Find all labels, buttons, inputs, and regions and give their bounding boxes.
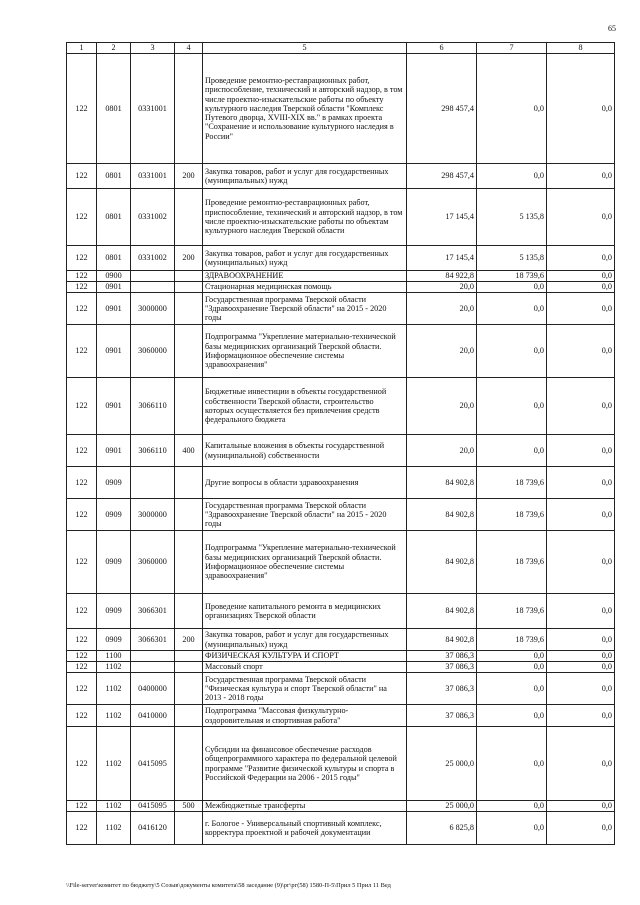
cell-target-item-code: 0331002	[131, 246, 175, 271]
table-row	[67, 282, 615, 293]
cell-description: Закупка товаров, работ и услуг для государственных (муниципальных) нужд	[203, 164, 407, 189]
cell-amount-col8: 0,0	[547, 801, 615, 812]
cell-amount-col8: 0,0	[547, 282, 615, 293]
cell-description: Проведение ремонтно-реставрационных работ, приспособление, технический и авторский надзор, в том числе проектно-изыскательские работы по объектам культурного наследия Тверской области	[203, 189, 407, 246]
cell-ministry-code: 122	[67, 282, 97, 293]
cell-expense-type-code	[175, 651, 203, 662]
cell-ministry-code: 122	[67, 651, 97, 662]
cell-target-item-code: 0331001	[131, 164, 175, 189]
cell-expense-type-code: 200	[175, 164, 203, 189]
cell-amount-col6: 84 902,8	[407, 467, 477, 499]
table-row	[67, 812, 615, 845]
cell-amount-col7: 0,0	[477, 164, 547, 189]
cell-amount-col8: 0,0	[547, 594, 615, 629]
table-row	[67, 629, 615, 651]
cell-expense-type-code	[175, 467, 203, 499]
cell-amount-col7: 0,0	[477, 378, 547, 435]
cell-description: Субсидии на финансовое обеспечение расходов общепрограммного характера по федеральной целевой программе "Развитие физической культуры и спорта в Российской Федерации на 2006 - 2015 годы"	[203, 727, 407, 801]
cell-expense-type-code	[175, 531, 203, 594]
cell-amount-col8: 0,0	[547, 662, 615, 673]
cell-amount-col7: 18 739,6	[477, 629, 547, 651]
cell-amount-col6: 84 922,8	[407, 271, 477, 282]
cell-expense-type-code	[175, 705, 203, 727]
cell-expense-type-code	[175, 594, 203, 629]
cell-section-code: 0909	[97, 531, 131, 594]
cell-amount-col8: 0,0	[547, 727, 615, 801]
cell-target-item-code	[131, 282, 175, 293]
cell-amount-col8: 0,0	[547, 54, 615, 164]
cell-amount-col6: 37 086,3	[407, 662, 477, 673]
cell-expense-type-code	[175, 282, 203, 293]
cell-expense-type-code	[175, 812, 203, 845]
cell-target-item-code: 3066110	[131, 435, 175, 467]
cell-amount-col8: 0,0	[547, 164, 615, 189]
table-row	[67, 673, 615, 705]
cell-amount-col8: 0,0	[547, 812, 615, 845]
cell-expense-type-code	[175, 727, 203, 801]
cell-description: Подпрограмма "Укрепление материально-технической базы медицинских организаций Тверской области. Информационное обеспечение системы здравоохранения"	[203, 531, 407, 594]
cell-description: Государственная программа Тверской области "Здравоохранение Тверской области" на 2015 - 2020 годы	[203, 293, 407, 325]
header-cell: 5	[203, 43, 407, 54]
cell-description: Государственная программа Тверской области "Физическая культура и спорт Тверской области" на 2013 - 2018 годы	[203, 673, 407, 705]
cell-expense-type-code: 200	[175, 629, 203, 651]
cell-ministry-code: 122	[67, 293, 97, 325]
cell-section-code: 1102	[97, 812, 131, 845]
cell-description: ФИЗИЧЕСКАЯ КУЛЬТУРА И СПОРТ	[203, 651, 407, 662]
cell-section-code: 0901	[97, 378, 131, 435]
cell-amount-col6: 84 902,8	[407, 629, 477, 651]
cell-target-item-code	[131, 467, 175, 499]
cell-amount-col7: 0,0	[477, 282, 547, 293]
cell-target-item-code: 0415095	[131, 801, 175, 812]
header-cell: 6	[407, 43, 477, 54]
cell-target-item-code: 3000000	[131, 499, 175, 531]
cell-description: г. Бологое - Универсальный спортивный комплекс, корректура проектной и рабочей документации	[203, 812, 407, 845]
cell-amount-col7: 0,0	[477, 812, 547, 845]
table-row	[67, 189, 615, 246]
cell-amount-col8: 0,0	[547, 246, 615, 271]
cell-amount-col6: 17 145,4	[407, 246, 477, 271]
cell-target-item-code: 0416120	[131, 812, 175, 845]
cell-target-item-code	[131, 651, 175, 662]
cell-description: Капитальные вложения в объекты государственной (муниципальной) собственности	[203, 435, 407, 467]
cell-amount-col7: 0,0	[477, 651, 547, 662]
table-row	[67, 531, 615, 594]
cell-ministry-code: 122	[67, 531, 97, 594]
cell-description: Массовый спорт	[203, 662, 407, 673]
cell-amount-col8: 0,0	[547, 189, 615, 246]
table-row	[67, 705, 615, 727]
cell-description: Бюджетные инвестиции в объекты государственной собственности Тверской области, строительство которых осуществляется без привлечения средств федерального бюджета	[203, 378, 407, 435]
cell-amount-col6: 84 902,8	[407, 531, 477, 594]
table-row	[67, 246, 615, 271]
cell-amount-col8: 0,0	[547, 629, 615, 651]
cell-amount-col8: 0,0	[547, 435, 615, 467]
cell-section-code: 0901	[97, 325, 131, 378]
cell-ministry-code: 122	[67, 499, 97, 531]
cell-amount-col7: 18 739,6	[477, 531, 547, 594]
table-row	[67, 594, 615, 629]
cell-target-item-code: 3066301	[131, 629, 175, 651]
cell-ministry-code: 122	[67, 673, 97, 705]
cell-target-item-code: 0415095	[131, 727, 175, 801]
page-number: 65	[608, 24, 616, 33]
cell-amount-col7: 18 739,6	[477, 594, 547, 629]
cell-amount-col7: 0,0	[477, 727, 547, 801]
cell-amount-col6: 17 145,4	[407, 189, 477, 246]
cell-amount-col6: 20,0	[407, 435, 477, 467]
cell-expense-type-code	[175, 673, 203, 705]
cell-ministry-code: 122	[67, 164, 97, 189]
table-row	[67, 164, 615, 189]
cell-section-code: 0801	[97, 164, 131, 189]
file-path-footer: \\File-server\комитет по бюджету\5 Созыв\документы комитета\58 заседание (9)\рг\рг(58) 1580-П-5\Прил 5 Прил 11 Вед	[66, 882, 391, 889]
table-row	[67, 499, 615, 531]
table-row	[67, 271, 615, 282]
cell-target-item-code: 3000000	[131, 293, 175, 325]
cell-amount-col8: 0,0	[547, 271, 615, 282]
cell-description: Проведение капитального ремонта в медицинских организациях Тверской области	[203, 594, 407, 629]
cell-amount-col6: 298 457,4	[407, 54, 477, 164]
cell-section-code: 1102	[97, 673, 131, 705]
cell-description: ЗДРАВООХРАНЕНИЕ	[203, 271, 407, 282]
cell-amount-col7: 0,0	[477, 705, 547, 727]
cell-amount-col8: 0,0	[547, 531, 615, 594]
cell-description: Межбюджетные трансферты	[203, 801, 407, 812]
cell-section-code: 0801	[97, 246, 131, 271]
cell-ministry-code: 122	[67, 435, 97, 467]
cell-amount-col7: 0,0	[477, 673, 547, 705]
table-row	[67, 662, 615, 673]
table-row	[67, 435, 615, 467]
cell-section-code: 0900	[97, 271, 131, 282]
cell-amount-col8: 0,0	[547, 293, 615, 325]
table-row	[67, 801, 615, 812]
table-row	[67, 727, 615, 801]
cell-description: Другие вопросы в области здравоохранения	[203, 467, 407, 499]
cell-expense-type-code	[175, 271, 203, 282]
cell-description: Государственная программа Тверской области "Здравоохранение Тверской области" на 2015 - 2020 годы	[203, 499, 407, 531]
cell-section-code: 0909	[97, 467, 131, 499]
cell-amount-col6: 20,0	[407, 293, 477, 325]
table-row	[67, 378, 615, 435]
cell-section-code: 1102	[97, 801, 131, 812]
cell-ministry-code: 122	[67, 801, 97, 812]
cell-amount-col7: 0,0	[477, 325, 547, 378]
cell-ministry-code: 122	[67, 246, 97, 271]
cell-target-item-code: 0410000	[131, 705, 175, 727]
table-row	[67, 325, 615, 378]
cell-expense-type-code	[175, 293, 203, 325]
cell-ministry-code: 122	[67, 662, 97, 673]
cell-amount-col7: 5 135,8	[477, 189, 547, 246]
cell-section-code: 0901	[97, 293, 131, 325]
cell-expense-type-code	[175, 54, 203, 164]
cell-amount-col6: 37 086,3	[407, 673, 477, 705]
cell-amount-col6: 37 086,3	[407, 651, 477, 662]
cell-amount-col8: 0,0	[547, 705, 615, 727]
cell-target-item-code: 0331001	[131, 54, 175, 164]
cell-ministry-code: 122	[67, 325, 97, 378]
table-header-row	[67, 43, 615, 54]
cell-expense-type-code: 400	[175, 435, 203, 467]
cell-expense-type-code	[175, 499, 203, 531]
cell-target-item-code: 3060000	[131, 325, 175, 378]
cell-amount-col6: 298 457,4	[407, 164, 477, 189]
cell-amount-col6: 20,0	[407, 378, 477, 435]
cell-amount-col7: 0,0	[477, 54, 547, 164]
cell-amount-col7: 0,0	[477, 293, 547, 325]
cell-description: Подпрограмма "Массовая физкультурно-оздоровительная и спортивная работа"	[203, 705, 407, 727]
cell-amount-col7: 5 135,8	[477, 246, 547, 271]
header-cell: 7	[477, 43, 547, 54]
cell-target-item-code	[131, 271, 175, 282]
cell-amount-col8: 0,0	[547, 651, 615, 662]
cell-description: Закупка товаров, работ и услуг для государственных (муниципальных) нужд	[203, 629, 407, 651]
cell-target-item-code: 0331002	[131, 189, 175, 246]
cell-section-code: 0909	[97, 594, 131, 629]
cell-ministry-code: 122	[67, 705, 97, 727]
cell-description: Закупка товаров, работ и услуг для государственных (муниципальных) нужд	[203, 246, 407, 271]
cell-target-item-code: 3066110	[131, 378, 175, 435]
cell-ministry-code: 122	[67, 629, 97, 651]
cell-section-code: 0909	[97, 499, 131, 531]
cell-ministry-code: 122	[67, 812, 97, 845]
cell-amount-col7: 0,0	[477, 435, 547, 467]
cell-expense-type-code	[175, 189, 203, 246]
header-cell: 2	[97, 43, 131, 54]
cell-amount-col7: 18 739,6	[477, 499, 547, 531]
cell-section-code: 1102	[97, 662, 131, 673]
cell-section-code: 0801	[97, 54, 131, 164]
cell-amount-col6: 6 825,8	[407, 812, 477, 845]
cell-target-item-code: 3066301	[131, 594, 175, 629]
cell-ministry-code: 122	[67, 594, 97, 629]
cell-amount-col6: 84 902,8	[407, 594, 477, 629]
cell-description: Проведение ремонтно-реставрационных работ, приспособление, технический и авторский надзор, в том числе проектно-изыскательские работы по объекту культурного наследия Тверской области "Комплекс Путевого дворца, XVIII-XIX вв." в рамках проекта "Сохранение и использование культурного наследия в России"	[203, 54, 407, 164]
cell-amount-col8: 0,0	[547, 467, 615, 499]
cell-expense-type-code	[175, 325, 203, 378]
cell-amount-col7: 0,0	[477, 801, 547, 812]
table-row	[67, 54, 615, 164]
cell-section-code: 0901	[97, 435, 131, 467]
cell-amount-col7: 18 739,6	[477, 467, 547, 499]
cell-amount-col6: 25 000,0	[407, 801, 477, 812]
cell-ministry-code: 122	[67, 378, 97, 435]
cell-description: Стационарная медицинская помощь	[203, 282, 407, 293]
cell-target-item-code: 3060000	[131, 531, 175, 594]
cell-amount-col7: 18 739,6	[477, 271, 547, 282]
cell-ministry-code: 122	[67, 271, 97, 282]
cell-ministry-code: 122	[67, 727, 97, 801]
cell-ministry-code: 122	[67, 54, 97, 164]
cell-amount-col6: 37 086,3	[407, 705, 477, 727]
table-row	[67, 467, 615, 499]
table-row	[67, 651, 615, 662]
cell-section-code: 1100	[97, 651, 131, 662]
cell-amount-col6: 84 902,8	[407, 499, 477, 531]
cell-amount-col8: 0,0	[547, 378, 615, 435]
header-cell: 3	[131, 43, 175, 54]
cell-target-item-code	[131, 662, 175, 673]
cell-expense-type-code	[175, 378, 203, 435]
cell-ministry-code: 122	[67, 467, 97, 499]
cell-expense-type-code	[175, 662, 203, 673]
cell-target-item-code: 0400000	[131, 673, 175, 705]
cell-amount-col6: 20,0	[407, 325, 477, 378]
header-cell: 4	[175, 43, 203, 54]
cell-amount-col8: 0,0	[547, 673, 615, 705]
cell-section-code: 0909	[97, 629, 131, 651]
cell-section-code: 0801	[97, 189, 131, 246]
cell-ministry-code: 122	[67, 189, 97, 246]
header-cell: 8	[547, 43, 615, 54]
cell-section-code: 1102	[97, 705, 131, 727]
cell-section-code: 1102	[97, 727, 131, 801]
cell-amount-col6: 20,0	[407, 282, 477, 293]
cell-amount-col7: 0,0	[477, 662, 547, 673]
cell-amount-col8: 0,0	[547, 499, 615, 531]
cell-amount-col6: 25 000,0	[407, 727, 477, 801]
cell-description: Подпрограмма "Укрепление материально-технической базы медицинских организаций Тверской области. Информационное обеспечение системы здравоохранения"	[203, 325, 407, 378]
budget-table	[66, 42, 615, 845]
header-cell: 1	[67, 43, 97, 54]
cell-section-code: 0901	[97, 282, 131, 293]
cell-amount-col8: 0,0	[547, 325, 615, 378]
cell-expense-type-code: 500	[175, 801, 203, 812]
cell-expense-type-code: 200	[175, 246, 203, 271]
table-row	[67, 293, 615, 325]
